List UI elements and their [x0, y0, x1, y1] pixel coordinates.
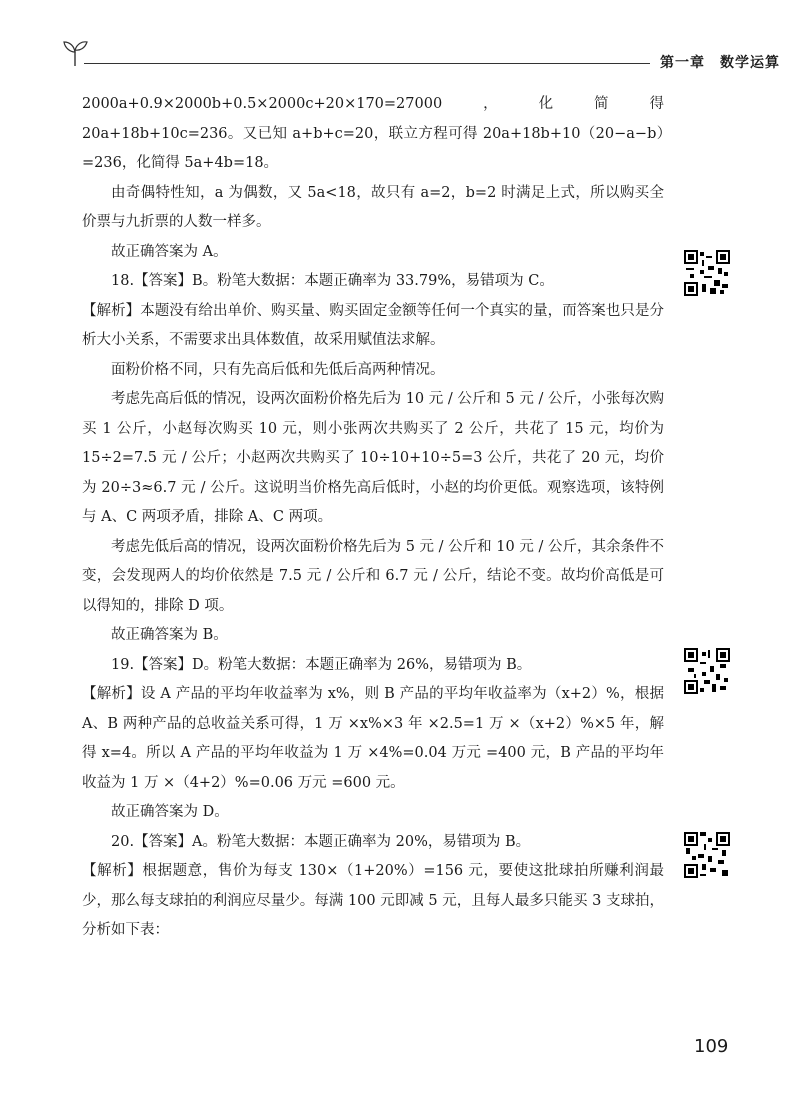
answer-line: 18.【答案】B。粉笔大数据：本题正确率为 33.79%，易错项为 C。 [111, 273, 554, 289]
analysis-paragraph: 【解析】设 A 产品的平均年收益率为 x%，则 B 产品的平均年收益率为（x+2）%，根据 A、B 两种产品的总收益关系可得，1 万 ×x%×3 年 ×2.5=1 万 ×（x+2）%×5 年，解得 x=4。所以 A 产品的平均年收益为 1 万 ×4%=0.04 万元 =400 元，B 产品的平均年收益为 1 万 ×（4+2）%=0.06 万元 =600 元。 [82, 686, 664, 791]
paragraph: 考虑先低后高的情况，设两次面粉价格先后为 5 元 / 公斤和 10 元 / 公斤，其余条件不变，会发现两人的均价依然是 7.5 元 / 公斤和 6.7 元 / 公斤，结论不变。故均价高低是可以得知的，排除 D 项。 [82, 538, 664, 614]
chapter-title: 第一章 数学运算 [660, 55, 780, 71]
page-number: 109 [694, 1036, 729, 1057]
header-rule-left [84, 63, 650, 64]
paragraph: 故正确答案为 A。 [111, 243, 228, 260]
analysis-paragraph: 【解析】本题没有给出单价、购买量、购买固定金额等任何一个真实的量，而答案也只是分析大小关系，不需要求出具体数值，故采用赋值法求解。 [82, 302, 664, 348]
page-header [62, 38, 780, 78]
paragraph: 2000a+0.9×2000b+0.5×2000c+20×170=27000，化简得 20a+18b+10c=236。又已知 a+b+c=20，联立方程可得 20a+18b+10（20−a−b）=236，化简得 5a+4b=18。 [82, 96, 664, 171]
sprout-icon [62, 38, 88, 72]
qr-code-icon[interactable] [684, 648, 730, 694]
answer-line: 20.【答案】A。粉笔大数据：本题正确率为 20%，易错项为 B。 [111, 833, 531, 850]
page-body [82, 90, 664, 946]
answer-line: 19.【答案】D。粉笔大数据：本题正确率为 26%，易错项为 B。 [111, 656, 532, 673]
paragraph: 故正确答案为 D。 [111, 804, 229, 820]
qr-code-icon[interactable] [684, 250, 730, 296]
paragraph: 面粉价格不同，只有先高后低和先低后高两种情况。 [111, 361, 445, 378]
paragraph: 故正确答案为 B。 [111, 627, 228, 643]
analysis-paragraph: 【解析】根据题意，售价为每支 130×（1+20%）=156 元，要使这批球拍所赚利润最少，那么每支球拍的利润应尽量少。每满 100 元即减 5 元，且每人最多只能买 3 支球拍，分析如下表： [82, 863, 664, 938]
qr-code-icon[interactable] [684, 832, 730, 878]
paragraph: 考虑先高后低的情况，设两次面粉价格先后为 10 元 / 公斤和 5 元 / 公斤，小张每次购买 1 公斤，小赵每次购买 10 元，则小张两次共购买了 2 公斤，共花了 15 元，均价为 15÷2=7.5 元 / 公斤；小赵两次共购买了 10÷10+10÷5=3 公斤，共花了 20 元，均价为 20÷3≈6.7 元 / 公斤。这说明当价格先高后低时，小赵的均价更低。观察选项，该特例与 A、C 两项矛盾，排除 A、C 两项。 [82, 391, 664, 525]
paragraph: 由奇偶特性知，a 为偶数，又 5a<18，故只有 a=2，b=2 时满足上式，所以购买全价票与九折票的人数一样多。 [82, 184, 664, 230]
